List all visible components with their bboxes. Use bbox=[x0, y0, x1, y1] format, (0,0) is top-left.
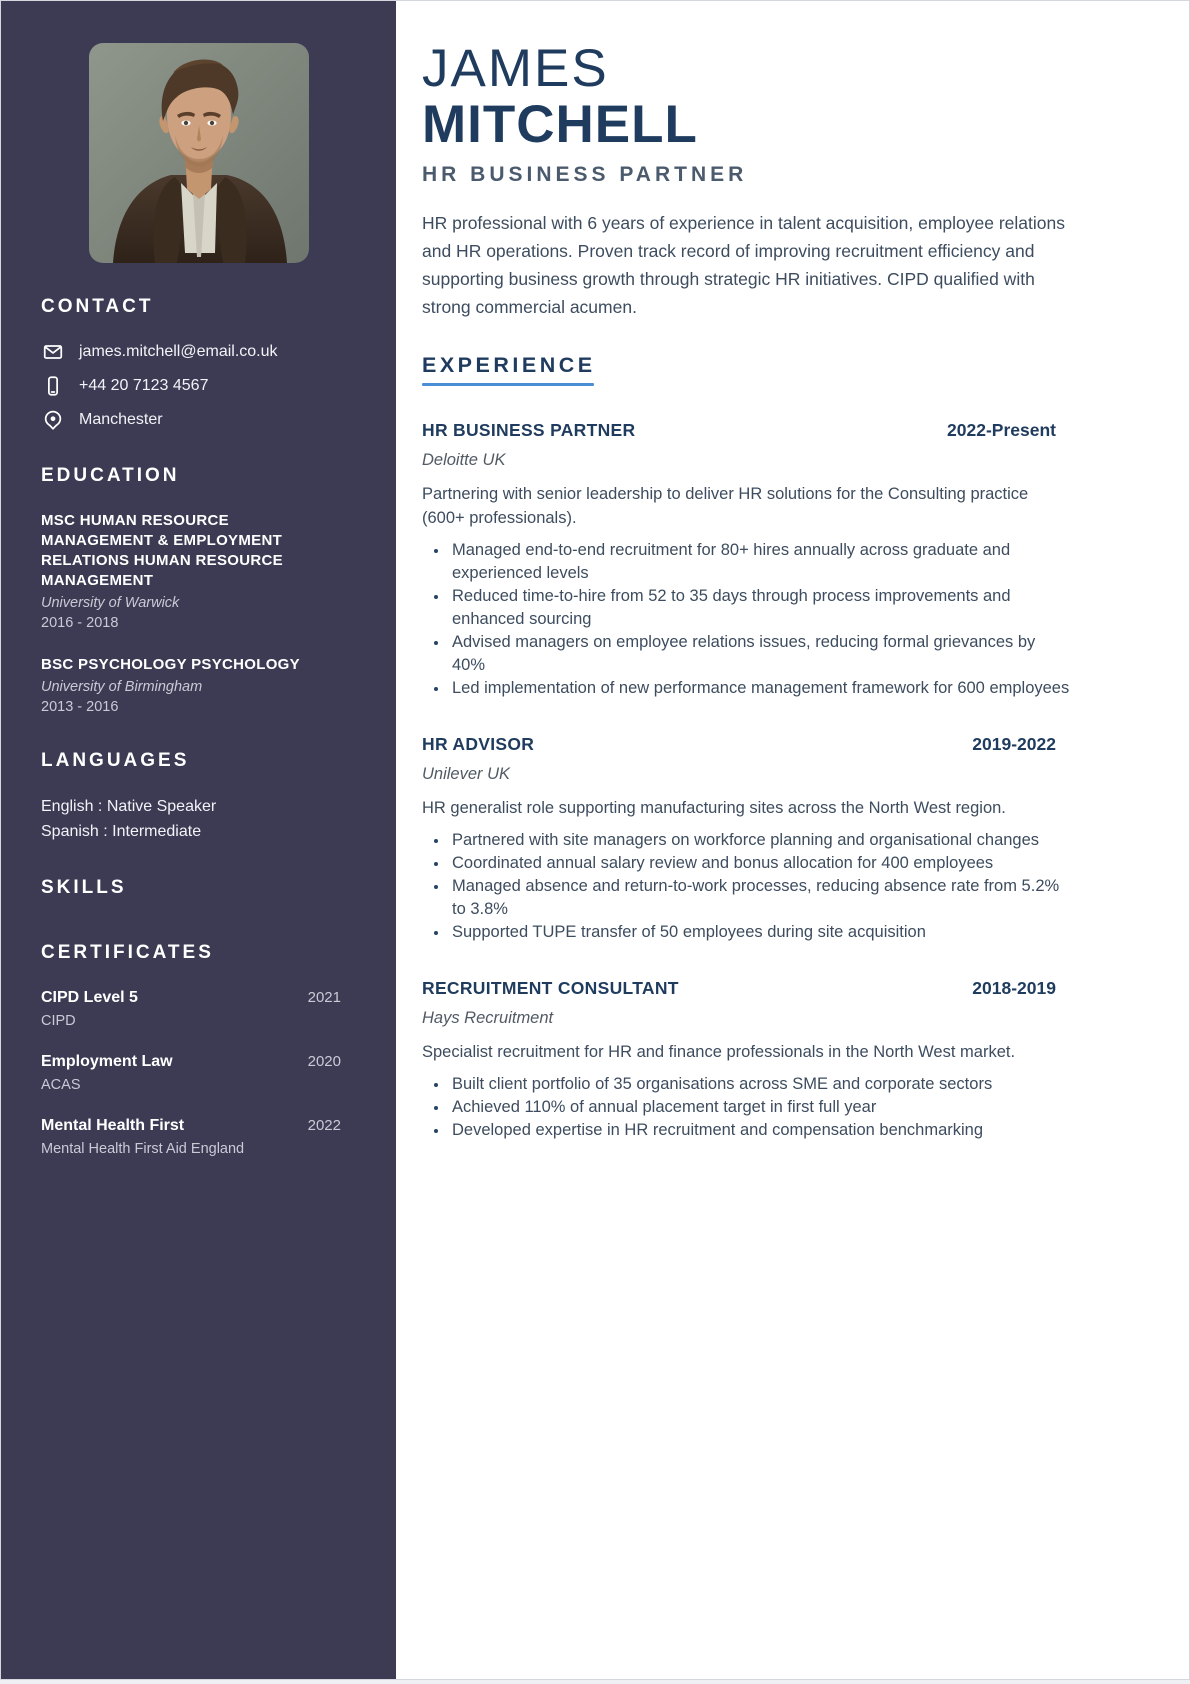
contact-section bbox=[41, 297, 341, 432]
job-description: Partnering with senior leadership to deliver HR solutions for the Consulting practice (600+ professionals). bbox=[422, 485, 1029, 527]
job-dates: 2018-2019 bbox=[972, 978, 1056, 998]
contact-heading: CONTACT bbox=[41, 296, 154, 317]
education-dates: 2013 - 2016 bbox=[41, 698, 119, 715]
job-bullet: • Partnered with site managers on workforce planning and organisational changes bbox=[449, 829, 1072, 852]
experience-heading-underline bbox=[422, 383, 594, 386]
job-bullet: • Led implementation of new performance management framework for 600 employees bbox=[449, 677, 1072, 700]
education-section bbox=[41, 466, 341, 717]
experience-heading: EXPERIENCE bbox=[422, 353, 596, 377]
education-heading: EDUCATION bbox=[41, 464, 180, 486]
skills-heading: SKILLS bbox=[41, 876, 127, 898]
job-dates: 2022-Present bbox=[947, 420, 1056, 440]
education-degree: BSC PSYCHOLOGY PSYCHOLOGY bbox=[41, 655, 300, 673]
certificate-name: Mental Health First bbox=[41, 1117, 185, 1135]
job-bullet: • Built client portfolio of 35 organisations across SME and corporate sectors bbox=[449, 1073, 1072, 1096]
certificate-entry bbox=[41, 987, 341, 1031]
job-bullet-list bbox=[422, 829, 1072, 944]
job-company: Hays Recruitment bbox=[422, 1009, 554, 1027]
job-bullet-list bbox=[422, 539, 1072, 700]
education-entry bbox=[41, 511, 328, 633]
job-company: Deloitte UK bbox=[422, 451, 506, 469]
candidate-name bbox=[422, 41, 1129, 153]
job-bullet: • Reduced time-to-hire from 52 to 35 days through process improvements and enhanced sourcing bbox=[449, 585, 1072, 631]
language-item: Spanish : Intermediate bbox=[41, 822, 202, 840]
certificates-section bbox=[41, 943, 341, 1160]
job-title: RECRUITMENT CONSULTANT bbox=[422, 978, 679, 998]
job-description: Specialist recruitment for HR and finance professionals in the North West market. bbox=[422, 1043, 1016, 1061]
job-bullet: • Supported TUPE transfer of 50 employees during site acquisition bbox=[449, 921, 1072, 944]
location-icon bbox=[41, 408, 65, 432]
job-bullet: • Managed end-to-end recruitment for 80+ hires annually across graduate and experienced levels bbox=[449, 539, 1072, 585]
certificate-name: Employment Law bbox=[41, 1053, 173, 1071]
main-content bbox=[396, 1, 1189, 1679]
profile-photo bbox=[89, 43, 309, 263]
professional-summary: HR professional with 6 years of experience in talent acquisition, employee relations and HR operations. Proven track record of improving recruitment efficiency and supporting business growth through strategic HR initiatives. CIPD qualified with strong commercial acumen. bbox=[422, 213, 1065, 317]
skills-section bbox=[41, 878, 341, 899]
contact-email: james.mitchell@email.co.uk bbox=[79, 342, 278, 360]
experience-section-header bbox=[422, 353, 1129, 386]
education-school: University of Warwick bbox=[41, 594, 180, 611]
contact-phone-row bbox=[41, 374, 341, 398]
education-dates: 2016 - 2018 bbox=[41, 614, 119, 631]
job-title: HR BUSINESS PARTNER bbox=[422, 420, 636, 440]
certificate-year: 2021 bbox=[307, 989, 341, 1007]
job-bullet: • Developed expertise in HR recruitment and compensation benchmarking bbox=[449, 1119, 1072, 1142]
job-bullet: • Advised managers on employee relations issues, reducing formal grievances by 40% bbox=[449, 631, 1072, 677]
job-company: Unilever UK bbox=[422, 765, 511, 783]
job-dates: 2019-2022 bbox=[972, 734, 1056, 754]
sidebar bbox=[1, 1, 396, 1679]
job-bullet: • Achieved 110% of annual placement target in first full year bbox=[449, 1096, 1072, 1119]
contact-location-row bbox=[41, 408, 341, 432]
languages-heading: LANGUAGES bbox=[41, 749, 190, 771]
certificate-issuer: CIPD bbox=[41, 1013, 76, 1030]
experience-job bbox=[422, 419, 1072, 700]
experience-job bbox=[422, 733, 1072, 944]
profile-photo-illustration bbox=[89, 43, 309, 263]
education-school: University of Birmingham bbox=[41, 678, 203, 695]
job-bullet: • Coordinated annual salary review and bonus allocation for 400 employees bbox=[449, 852, 1072, 875]
phone-icon bbox=[41, 374, 65, 398]
last-name: MITCHELL bbox=[422, 95, 698, 154]
certificate-year: 2022 bbox=[307, 1117, 341, 1135]
certificate-entry bbox=[41, 1051, 341, 1095]
job-bullet-list bbox=[422, 1073, 1072, 1142]
job-title: HR ADVISOR bbox=[422, 734, 535, 754]
experience-job bbox=[422, 977, 1072, 1142]
education-entry bbox=[41, 655, 328, 717]
certificates-heading: CERTIFICATES bbox=[41, 941, 214, 963]
contact-location: Manchester bbox=[79, 410, 163, 428]
job-bullet: • Managed absence and return-to-work processes, reducing absence rate from 5.2% to 3.8% bbox=[449, 875, 1072, 921]
job-description: HR generalist role supporting manufacturing sites across the North West region. bbox=[422, 799, 1006, 817]
languages-section bbox=[41, 751, 341, 844]
certificate-entry bbox=[41, 1115, 341, 1159]
education-degree: MSC HUMAN RESOURCE MANAGEMENT & EMPLOYMENT RELATIONS HUMAN RESOURCE MANAGEMENT bbox=[41, 511, 283, 589]
language-item: English : Native Speaker bbox=[41, 797, 217, 815]
contact-phone: +44 20 7123 4567 bbox=[79, 376, 209, 394]
candidate-title: HR BUSINESS PARTNER bbox=[422, 163, 748, 186]
certificate-name: CIPD Level 5 bbox=[41, 989, 138, 1007]
certificate-year: 2020 bbox=[307, 1053, 341, 1071]
certificate-issuer: ACAS bbox=[41, 1077, 81, 1094]
certificate-issuer: Mental Health First Aid England bbox=[41, 1141, 245, 1158]
email-icon bbox=[41, 340, 65, 364]
first-name: JAMES bbox=[422, 39, 609, 98]
contact-email-row bbox=[41, 340, 341, 364]
